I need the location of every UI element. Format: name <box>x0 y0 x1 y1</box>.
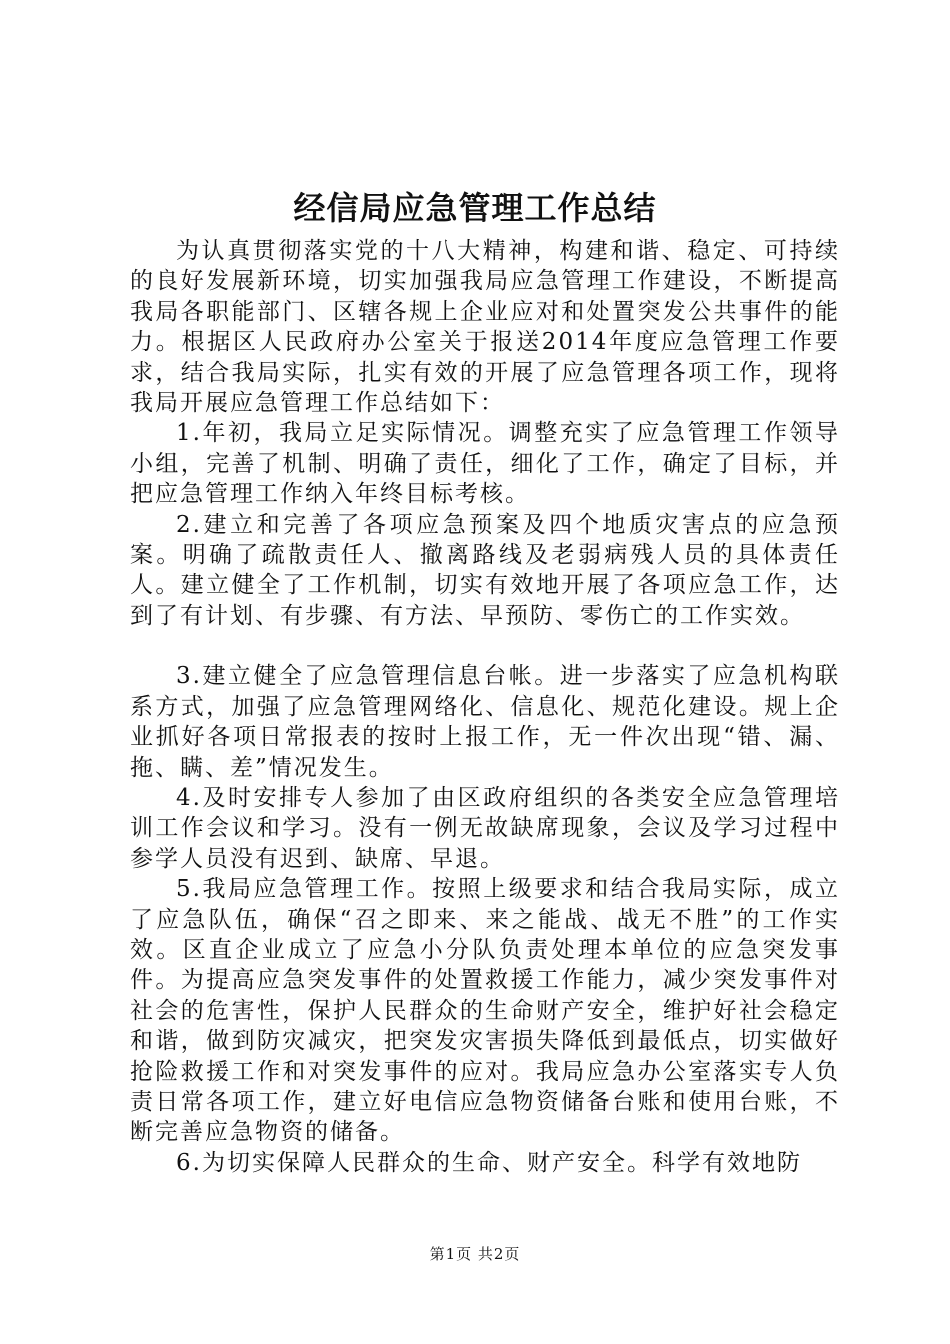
paragraph-item-4: 4.及时安排专人参加了由区政府组织的各类安全应急管理培训工作会议和学习。没有一例无故缺席现象，会议及学习过程中参学人员没有迟到、缺席、早退。 <box>130 784 840 872</box>
paragraph-intro: 为认真贯彻落实党的十八大精神，构建和谐、稳定、可持续的良好发展新环境，切实加强我局应急管理工作建设，不断提高我局各职能部门、区辖各规上企业应对和处置突发公共事件的能力。根据区人民政府办公室关于报送2014年度应急管理工作要求，结合我局实际，扎实有效的开展了应急管理各项工作，现将我局开展应急管理工作总结如下： <box>130 238 840 417</box>
paragraph-item-1: 1.年初，我局立足实际情况。调整充实了应急管理工作领导小组，完善了机制、明确了责任，细化了工作，确定了目标，并把应急管理工作纳入年终目标考核。 <box>130 420 840 508</box>
paragraph-item-5: 5.我局应急管理工作。按照上级要求和结合我局实际，成立了应急队伍，确保“召之即来、来之能战、战无不胜”的工作实效。区直企业成立了应急小分队负责处理本单位的应急突发事件。为提高应急突发事件的处置救援工作能力，减少突发事件对社会的危害性，保护人民群众的生命财产安全，维护好社会稳定和谐，做到防灾减灾，把突发灾害损失降低到最低点，切实做好抢险救援工作和对突发事件的应对。我局应急办公室落实专人负责日常各项工作，建立好电信应急物资储备台账和使用台账，不断完善应急物资的储备。 <box>130 876 840 1146</box>
document-title: 经信局应急管理工作总结 <box>293 189 657 227</box>
paragraph-item-3: 3.建立健全了应急管理信息台帐。进一步落实了应急机构联系方式，加强了应急管理网络化、信息化、规范化建设。规上企业抓好各项日常报表的按时上报工作，无一件次出现“错、漏、拖、瞒、差”情况发生。 <box>130 663 840 781</box>
page-footer: 第1页 共2页 <box>429 1245 521 1263</box>
document-body <box>130 236 840 1178</box>
paragraph-item-6: 6.为切实保障人民群众的生命、财产安全。科学有效地防 <box>176 1149 802 1176</box>
paragraph-item-2: 2.建立和完善了各项应急预案及四个地质灾害点的应急预案。明确了疏散责任人、撤离路线及老弱病残人员的具体责任人。建立健全了工作机制，切实有效地开展了各项应急工作，达到了有计划、有步骤、有方法、早预防、零伤亡的工作实效。 <box>130 511 840 629</box>
